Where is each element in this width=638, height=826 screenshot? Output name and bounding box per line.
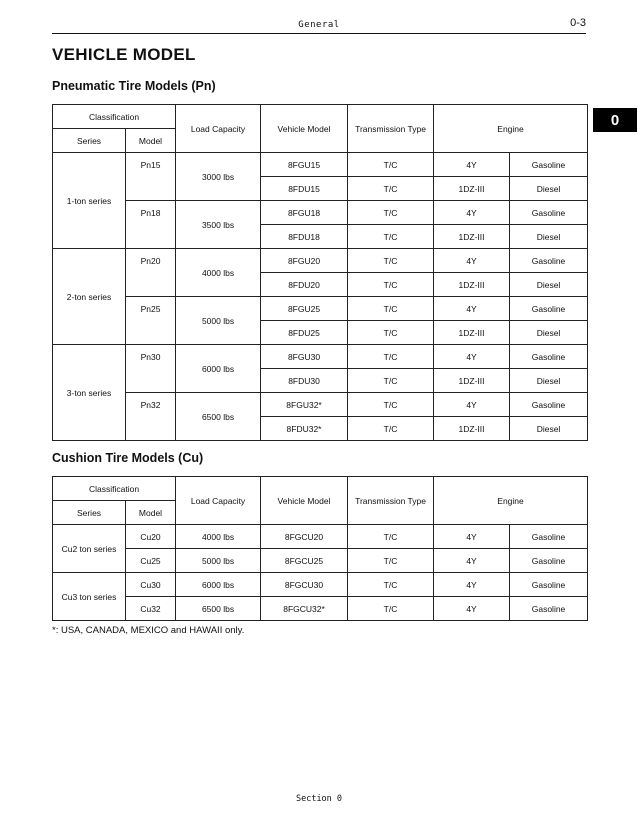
header-engine: Engine xyxy=(434,477,588,525)
fuel-cell: Gasoline xyxy=(510,297,588,321)
transmission-cell: T/C xyxy=(348,249,434,273)
fuel-cell: Gasoline xyxy=(510,549,588,573)
engine-cell: 4Y xyxy=(434,549,510,573)
model-cell: Pn20 xyxy=(126,249,176,297)
header-model: Model xyxy=(126,501,176,525)
load-capacity-cell: 6000 lbs xyxy=(176,345,261,393)
engine-cell: 1DZ-III xyxy=(434,177,510,201)
fuel-cell: Diesel xyxy=(510,369,588,393)
engine-cell: 4Y xyxy=(434,249,510,273)
series-cell: Cu2 ton series xyxy=(53,525,126,573)
load-capacity-cell: 6500 lbs xyxy=(176,393,261,441)
vehicle-model-cell: 8FGCU20 xyxy=(261,525,348,549)
table-row xyxy=(53,393,588,417)
fuel-cell: Gasoline xyxy=(510,249,588,273)
vehicle-model-cell: 8FGCU25 xyxy=(261,549,348,573)
page-footer: Section 0 xyxy=(295,794,343,804)
vehicle-model-cell: 8FGU15 xyxy=(261,153,348,177)
header-rule xyxy=(52,33,586,34)
vehicle-model-cell: 8FDU25 xyxy=(261,321,348,345)
header-vehicle-model: Vehicle Model xyxy=(261,105,348,153)
table-row xyxy=(53,249,588,273)
transmission-cell: T/C xyxy=(348,525,434,549)
engine-cell: 1DZ-III xyxy=(434,273,510,297)
load-capacity-cell: 4000 lbs xyxy=(176,525,261,549)
load-capacity-cell: 6500 lbs xyxy=(176,597,261,621)
model-cell: Pn15 xyxy=(126,153,176,201)
transmission-cell: T/C xyxy=(348,153,434,177)
vehicle-model-cell: 8FGU20 xyxy=(261,249,348,273)
section-tab: 0 xyxy=(593,108,637,132)
fuel-cell: Diesel xyxy=(510,273,588,297)
transmission-cell: T/C xyxy=(348,225,434,249)
load-capacity-cell: 3500 lbs xyxy=(176,201,261,249)
engine-cell: 4Y xyxy=(434,153,510,177)
header-classification: Classification xyxy=(53,105,176,129)
vehicle-model-cell: 8FDU15 xyxy=(261,177,348,201)
load-capacity-cell: 5000 lbs xyxy=(176,549,261,573)
pneumatic-subtitle: Pneumatic Tire Models (Pn) xyxy=(52,79,216,93)
header-engine: Engine xyxy=(434,105,588,153)
vehicle-model-cell: 8FDU32* xyxy=(261,417,348,441)
transmission-cell: T/C xyxy=(348,417,434,441)
page-title: VEHICLE MODEL xyxy=(52,45,196,64)
model-cell: Cu32 xyxy=(126,597,176,621)
table-row xyxy=(53,153,588,177)
header-vehicle-model: Vehicle Model xyxy=(261,477,348,525)
vehicle-model-cell: 8FGU30 xyxy=(261,345,348,369)
engine-cell: 4Y xyxy=(434,573,510,597)
model-cell: Cu25 xyxy=(126,549,176,573)
engine-cell: 4Y xyxy=(434,525,510,549)
model-cell: Cu20 xyxy=(126,525,176,549)
table-row xyxy=(53,573,588,597)
cushion-table xyxy=(52,476,588,621)
series-cell: 2-ton series xyxy=(53,249,126,345)
vehicle-model-cell: 8FDU30 xyxy=(261,369,348,393)
header-load-capacity: Load Capacity xyxy=(176,477,261,525)
pneumatic-table xyxy=(52,104,588,441)
vehicle-model-cell: 8FGU25 xyxy=(261,297,348,321)
model-cell: Cu30 xyxy=(126,573,176,597)
transmission-cell: T/C xyxy=(348,597,434,621)
table-row xyxy=(53,201,588,225)
footnote: *: USA, CANADA, MEXICO and HAWAII only. xyxy=(52,625,245,636)
engine-cell: 4Y xyxy=(434,201,510,225)
vehicle-model-cell: 8FGU32* xyxy=(261,393,348,417)
load-capacity-cell: 3000 lbs xyxy=(176,153,261,201)
table-row xyxy=(53,549,588,573)
header-classification: Classification xyxy=(53,477,176,501)
model-cell: Pn30 xyxy=(126,345,176,393)
fuel-cell: Gasoline xyxy=(510,345,588,369)
transmission-cell: T/C xyxy=(348,297,434,321)
header-model: Model xyxy=(126,129,176,153)
transmission-cell: T/C xyxy=(348,321,434,345)
header-transmission-type: Transmission Type xyxy=(348,477,434,525)
vehicle-model-cell: 8FGCU30 xyxy=(261,573,348,597)
vehicle-model-cell: 8FDU18 xyxy=(261,225,348,249)
transmission-cell: T/C xyxy=(348,549,434,573)
transmission-cell: T/C xyxy=(348,393,434,417)
fuel-cell: Diesel xyxy=(510,417,588,441)
header-section-title: General xyxy=(298,20,340,30)
header-transmission-type: Transmission Type xyxy=(348,105,434,153)
vehicle-model-cell: 8FDU20 xyxy=(261,273,348,297)
fuel-cell: Gasoline xyxy=(510,525,588,549)
engine-cell: 1DZ-III xyxy=(434,321,510,345)
model-cell: Pn32 xyxy=(126,393,176,441)
engine-cell: 4Y xyxy=(434,393,510,417)
transmission-cell: T/C xyxy=(348,345,434,369)
load-capacity-cell: 4000 lbs xyxy=(176,249,261,297)
fuel-cell: Gasoline xyxy=(510,573,588,597)
transmission-cell: T/C xyxy=(348,273,434,297)
vehicle-model-cell: 8FGCU32* xyxy=(261,597,348,621)
table-row xyxy=(53,345,588,369)
engine-cell: 1DZ-III xyxy=(434,225,510,249)
header-load-capacity: Load Capacity xyxy=(176,105,261,153)
model-cell: Pn18 xyxy=(126,201,176,249)
model-cell: Pn25 xyxy=(126,297,176,345)
series-cell: 1-ton series xyxy=(53,153,126,249)
transmission-cell: T/C xyxy=(348,573,434,597)
transmission-cell: T/C xyxy=(348,177,434,201)
cushion-subtitle: Cushion Tire Models (Cu) xyxy=(52,451,204,465)
engine-cell: 4Y xyxy=(434,597,510,621)
transmission-cell: T/C xyxy=(348,201,434,225)
table-row xyxy=(53,597,588,621)
series-cell: 3-ton series xyxy=(53,345,126,441)
load-capacity-cell: 6000 lbs xyxy=(176,573,261,597)
page-number: 0-3 xyxy=(570,17,586,29)
engine-cell: 1DZ-III xyxy=(434,417,510,441)
engine-cell: 4Y xyxy=(434,297,510,321)
fuel-cell: Diesel xyxy=(510,225,588,249)
series-cell: Cu3 ton series xyxy=(53,573,126,621)
engine-cell: 4Y xyxy=(434,345,510,369)
header-series: Series xyxy=(53,129,126,153)
fuel-cell: Gasoline xyxy=(510,153,588,177)
fuel-cell: Gasoline xyxy=(510,201,588,225)
vehicle-model-cell: 8FGU18 xyxy=(261,201,348,225)
transmission-cell: T/C xyxy=(348,369,434,393)
table-row xyxy=(53,525,588,549)
engine-cell: 1DZ-III xyxy=(434,369,510,393)
fuel-cell: Diesel xyxy=(510,177,588,201)
fuel-cell: Gasoline xyxy=(510,393,588,417)
table-row xyxy=(53,297,588,321)
load-capacity-cell: 5000 lbs xyxy=(176,297,261,345)
header-series: Series xyxy=(53,501,126,525)
fuel-cell: Diesel xyxy=(510,321,588,345)
fuel-cell: Gasoline xyxy=(510,597,588,621)
